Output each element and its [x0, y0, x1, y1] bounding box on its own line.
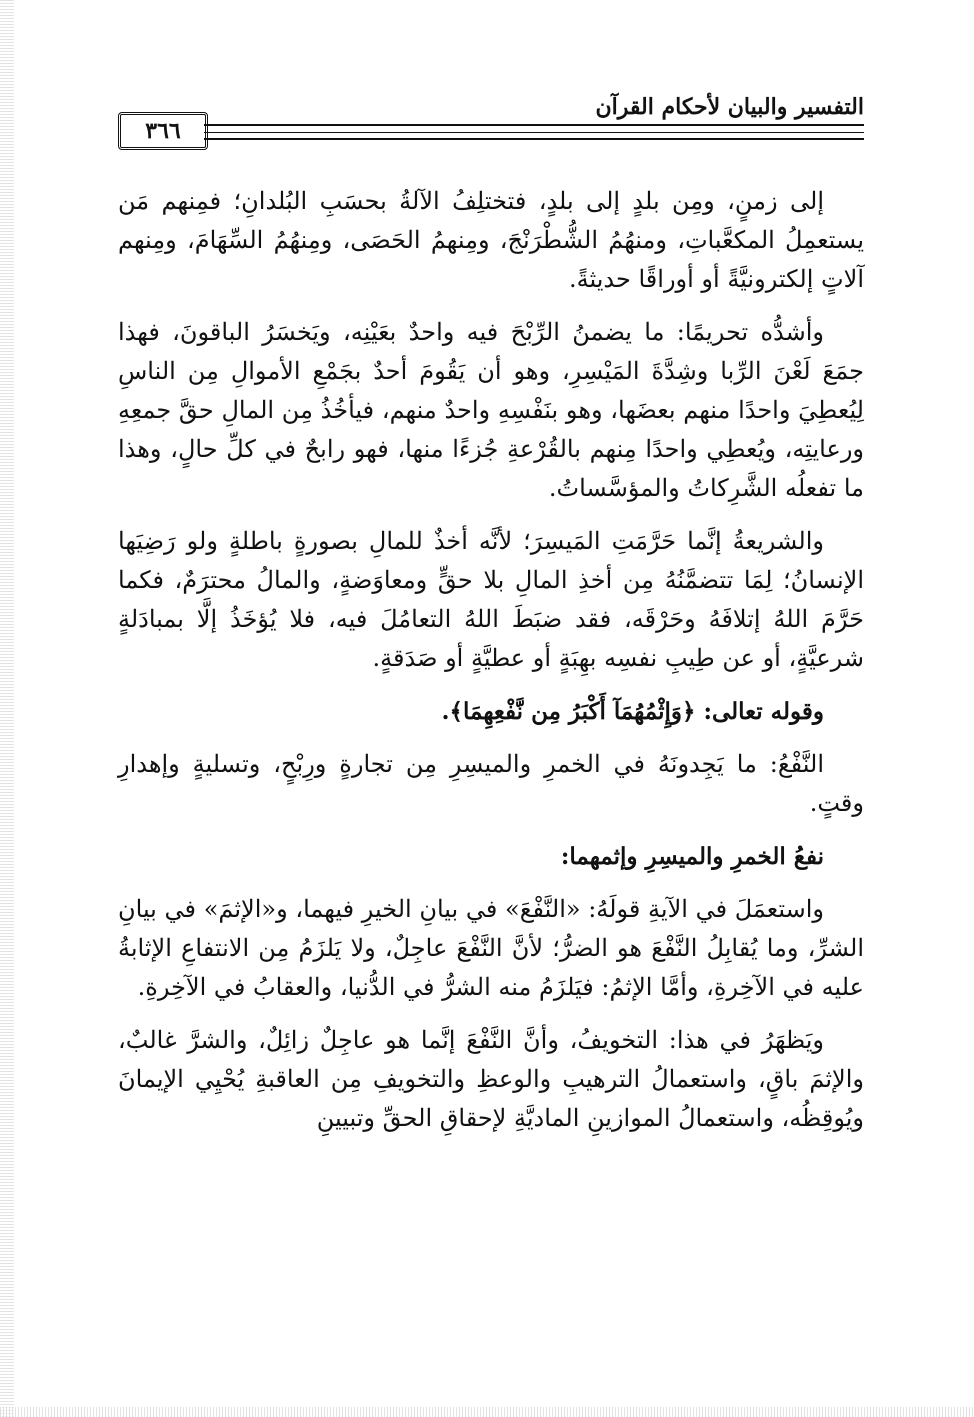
- header-rule-lower: [204, 138, 864, 140]
- verse-line: [118, 692, 864, 731]
- paragraph-4: النَّفْعُ: ما يَجِدونَهُ في الخمرِ والميسِرِ مِن تجارةٍ ورِبْحٍ، وتسليةٍ وإهدارِ وقتٍ.: [118, 750, 864, 817]
- verse-end: .: [441, 698, 450, 725]
- paragraph-3: والشريعةُ إنَّما حَرَّمَتِ المَيسِرَ؛ لأنَّه أخذٌ للمالِ بصورةٍ باطلةٍ ولو رَضِيَها الإنسانُ؛ لِمَا تتضمَّنُهُ مِن أخذِ المالِ بلا حقٍّ ومعاوَضةٍ، والمالُ محترَمٌ، فكما حَرَّمَ اللهُ إتلافَهُ وحَرْقَه، فقد ضبَطَ اللهُ التعامُلَ فيه، فلا يُؤخَذُ إلَّا بمبادَلةٍ شرعيَّةٍ، أو عن طِيبِ نفسِه بهِبَةٍ أو عطيَّةٍ أو صَدَقةٍ.: [118, 527, 865, 672]
- verse-intro: وقوله تعالى:: [703, 698, 824, 725]
- page-header: [118, 92, 864, 162]
- scan-edge-bottom: [0, 1407, 974, 1417]
- page-number: ٣٦٦: [118, 112, 208, 150]
- paragraph-1: إلى زمنٍ، ومِن بلدٍ إلى بلدٍ، فتختلِفُ الآلةُ بحسَبِ البُلدانِ؛ فمِنهم مَن يستعمِلُ المكعَّباتِ، ومنهُمُ الشُّطْرَنْجَ، ومِنهمُ الحَصَى، ومِنهُمُ السِّهَامَ، ومِنهم آلاتٍ إلكترونيَّةً أو أوراقًا حديثةً.: [118, 187, 864, 293]
- paragraph-6: ويَظهَرُ في هذا: التخويفُ، وأنَّ النَّفْعَ إنَّما هو عاجِلٌ زائِلٌ، والشرَّ غالبٌ، والإثمَ باقٍ، واستعمالُ الترهيبِ والوعظِ والتخويفِ مِن العاقبةِ يُحْيِي الإيمانَ ويُوقِظُه، واستعمالُ الموازينِ الماديَّةِ لإحقاقِ الحقِّ وتبيينِ: [118, 1026, 864, 1132]
- quran-verse: ﴿وَإِثْمُهُمَآ أَكْبَرُ مِن نَّفْعِهِمَا﴾: [449, 698, 696, 725]
- running-title: التفسير والبيان لأحكام القرآن: [595, 94, 864, 120]
- header-rule: [204, 124, 864, 133]
- paragraph-2: وأشدُّه تحريمًا: ما يضمنُ الرِّبْحَ فيه واحدٌ بعَيْنِه، ويَخسَرُ الباقونَ، فهذا جمَعَ لَعْنَ الرِّبا وشِدَّةَ المَيْسِرِ، وهو أن يَقُومَ أحدٌ بجَمْعِ الأموالِ مِن الناسِ لِيُعطِيَ واحدًا منهم بعضَها، وهو بنَفْسِهِ واحدٌ منهم، فيأخُذُ مِن المالِ حقَّ جمعِهِ ورعايتِه، ويُعطِي واحدًا مِنهم بالقُرْعةِ جُزءًا منها، فهو رابحٌ في كلِّ حالٍ، وهذا ما تفعلُه الشَّرِكاتُ والمؤسَّساتُ.: [118, 318, 864, 502]
- scan-edge-left: [0, 0, 14, 1417]
- section-heading: نفعُ الخمرِ والميسِرِ وإثمهما:: [560, 843, 824, 870]
- page-body: [118, 182, 864, 1152]
- paragraph-5: واستعمَلَ في الآيةِ قولَهُ: «النَّفْعَ» في بيانِ الخيرِ فيهما، و«الإثمَ» في بيانِ الشرِّ، وما يُقابِلُ النَّفْعَ هو الضرُّ؛ لأنَّ النَّفْعَ عاجِلٌ، ولا يَلزَمُ مِن الانتفاعِ الإثابةُ عليه في الآخِرةِ، وأمَّا الإثمُ: فيَلزَمُ منه الشرُّ في الدُّنيا، والعقابُ في الآخِرةِ.: [118, 895, 864, 1001]
